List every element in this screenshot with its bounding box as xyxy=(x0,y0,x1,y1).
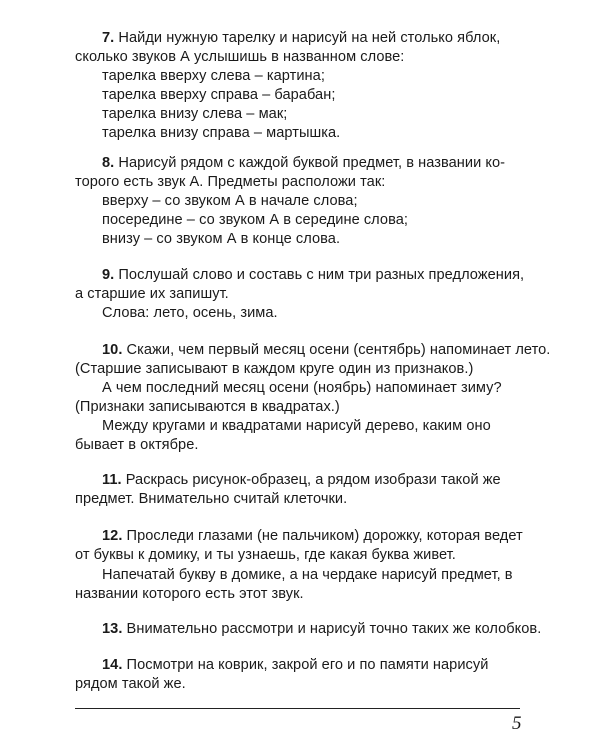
task-line: 7. Найди нужную тарелку и нарисуй на ней столько яблок, xyxy=(102,30,501,46)
task-line: вверху – со звуком А в начале слова; xyxy=(102,193,358,209)
task-line: 9. Послушай слово и составь с ним три разных предложения, xyxy=(102,267,525,283)
task-line: тарелка вверху слева – картина; xyxy=(102,68,325,84)
task-number: 9. xyxy=(102,267,115,283)
task-line: а старшие их запишут. xyxy=(75,286,229,302)
task-line: посередине – со звуком А в середине слова; xyxy=(102,212,408,228)
task-number: 14. xyxy=(102,657,123,673)
task-line: тарелка внизу справа – мартышка. xyxy=(102,125,341,141)
task-line: тарелка внизу слева – мак; xyxy=(102,106,288,122)
task-line: 13. Внимательно рассмотри и нарисуй точно таких же колобков. xyxy=(102,621,542,637)
task-line: Напечатай букву в домике, а на чердаке нарисуй предмет, в xyxy=(102,567,513,583)
task-line: (Признаки записываются в квадратах.) xyxy=(75,399,340,415)
footer-divider xyxy=(75,708,520,709)
task-line: тарелка вверху справа – барабан; xyxy=(102,87,336,103)
task-number: 13. xyxy=(102,621,123,637)
task-line: 10. Скажи, чем первый месяц осени (сентябрь) напоминает лето. xyxy=(102,342,551,358)
task-number: 10. xyxy=(102,342,123,358)
page-number: 5 xyxy=(512,713,522,734)
task-line: 8. Нарисуй рядом с каждой буквой предмет, в названии ко- xyxy=(102,155,506,171)
task-line: А чем последний месяц осени (ноябрь) напоминает зиму? xyxy=(102,380,502,396)
task-line: сколько звуков А услышишь в названном слове: xyxy=(75,49,405,65)
task-line: рядом такой же. xyxy=(75,676,186,692)
task-line: (Старшие записывают в каждом круге один из признаков.) xyxy=(75,361,474,377)
task-number: 11. xyxy=(102,472,122,488)
task-line: Слова: лето, осень, зима. xyxy=(102,305,278,321)
task-line: внизу – со звуком А в конце слова. xyxy=(102,231,341,247)
task-number: 12. xyxy=(102,528,123,544)
task-line: бывает в октябре. xyxy=(75,437,199,453)
task-number: 7. xyxy=(102,30,115,46)
task-line: Между кругами и квадратами нарисуй дерево, каким оно xyxy=(102,418,491,434)
task-line: названии которого есть этот звук. xyxy=(75,586,304,602)
task-line: 11. Раскрась рисунок-образец, а рядом изобрази такой же xyxy=(102,472,501,488)
task-line: 14. Посмотри на коврик, закрой его и по памяти нарисуй xyxy=(102,657,489,673)
task-line: от буквы к домику, и ты узнаешь, где какая буква живет. xyxy=(75,547,456,563)
task-line: 12. Проследи глазами (не пальчиком) дорожку, которая ведет xyxy=(102,528,523,544)
task-line: предмет. Внимательно считай клеточки. xyxy=(75,491,348,507)
task-line: торого есть звук А. Предметы расположи так: xyxy=(75,174,386,190)
task-number: 8. xyxy=(102,155,115,171)
